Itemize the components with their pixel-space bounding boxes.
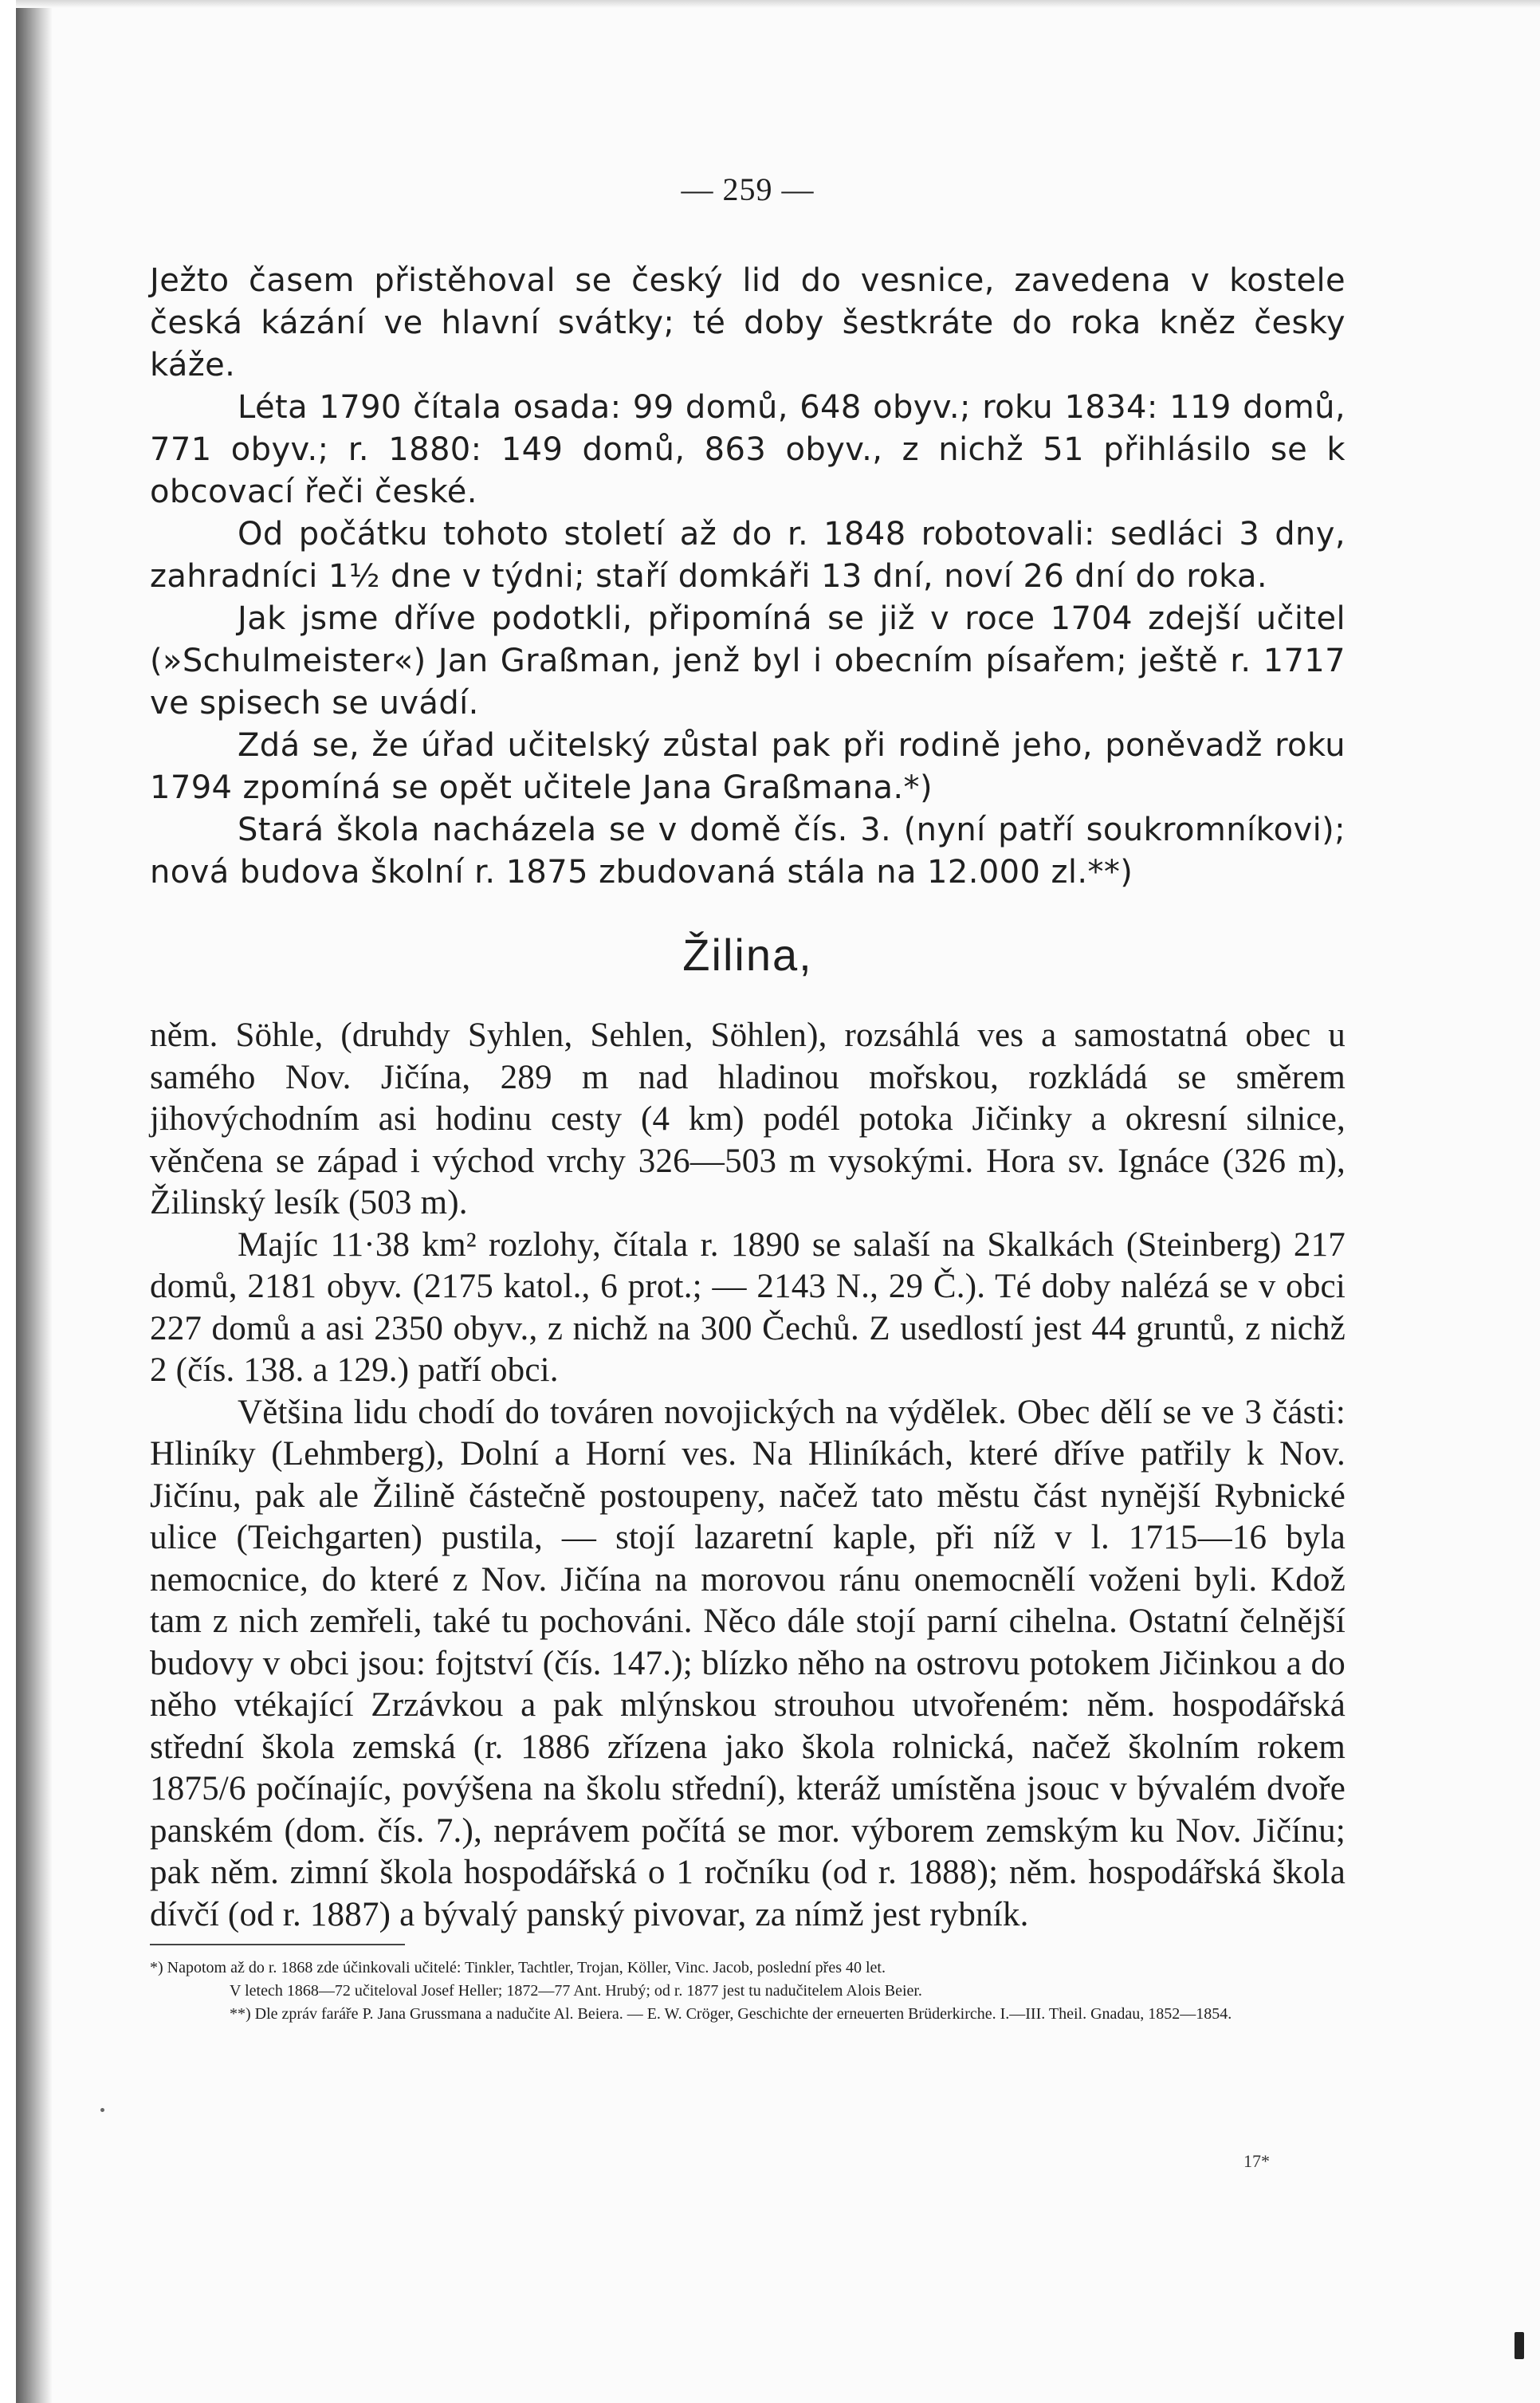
footnotes <box>150 1957 1346 2026</box>
scanned-page <box>16 0 1540 2403</box>
footnote: V letech 1868—72 učiteloval Josef Heller; 1872—77 Ant. Hrubý; od r. 1877 jest tu nadučitelem Alois Beier. <box>230 1982 922 2000</box>
page-edge-tab <box>1514 2332 1524 2359</box>
section-title: Žilina, <box>682 930 813 980</box>
footnote-rule <box>150 1944 405 1945</box>
top-paragraphs <box>150 260 1346 894</box>
paragraph: Léta 1790 čítala osada: 99 domů, 648 obyv.; roku 1834: 119 domů, 771 obyv.; r. 1880: 149 domů, 863 obyv., z nichž 51 přihlásilo se k obcovací řeči české. <box>150 389 1346 510</box>
paragraph: Majíc 11·38 km² rozlohy, čítala r. 1890 se salaší na Skalkách (Steinberg) 217 domů, 2181 obyv. (2175 katol., 6 prot.; — 2143 N., 29 Č.). Té doby nalézá se v obci 227 domů a asi 2350 obyv., z nichž na 300 Čechů. Z usedlostí jest 44 gruntů, z nichž 2 (čís. 138. a 129.) patří obci. <box>150 1225 1346 1389</box>
paragraph: Zdá se, že úřad učitelský zůstal pak při rodině jeho, poněvadž roku 1794 zpomíná se opět učitele Jana Graßmana.*) <box>150 727 1346 806</box>
binding-gutter-shadow <box>16 0 53 2403</box>
paragraph: něm. Söhle, (druhdy Syhlen, Sehlen, Söhlen), rozsáhlá ves a samostatná obec u samého Nov. Jičína, 289 m nad hladinou mořskou, rozkládá se směrem jihovýchodním asi hodinu cesty (4 km) podél potoka Jičinky a okresní silnice, věnčena se západ i východ vrchy 326—503 m vysokými. Hora sv. Ignáce (326 m), Žilinský lesík (503 m). <box>150 1017 1346 1221</box>
paragraph: Stará škola nacházela se v domě čís. 3. (nyní patří soukromníkovi); nová budova školní r. 1875 zbudovaná stála na 12.000 zl.**) <box>150 812 1346 891</box>
scan-speck <box>100 2108 104 2112</box>
paragraph: Ježto časem přistěhoval se český lid do vesnice, zavedena v kostele česká kázání ve hlavní svátky; té doby šestkráte do roka kněz česky káže. <box>150 262 1346 383</box>
section-paragraphs <box>150 1015 1346 1936</box>
paragraph: Jak jsme dříve podotkli, připomíná se již v roce 1704 zdejší učitel (»Schulmeister«) Jan Graßman, jenž byl i obecním písařem; ještě r. 1717 ve spisech se uvádí. <box>150 600 1346 722</box>
text-column <box>150 171 1346 2026</box>
footnote: *) Napotom až do r. 1868 zde účinkovali učitelé: Tinkler, Tachtler, Trojan, Köller, Vinc. Jacob, poslední přes 40 let. <box>150 1959 886 1976</box>
page-number: — 259 — <box>681 171 815 207</box>
footnote: **) Dle zpráv faráře P. Jana Grussmana a nadučite Al. Beiera. — E. W. Cröger, Geschichte der erneuerten Brüderkirche. I.—III. Theil. Gnadau, 1852—1854. <box>230 2005 1232 2023</box>
paragraph: Od počátku tohoto století až do r. 1848 robotovali: sedláci 3 dny, zahradníci 1½ dne v týdni; staří domkáři 13 dní, noví 26 dní do roka. <box>150 516 1346 595</box>
scan-top-edge <box>16 0 1540 8</box>
signature-mark: 17* <box>1243 2151 1270 2171</box>
paragraph: Většina lidu chodí do továren novojických na výdělek. Obec dělí se ve 3 části: Hliníky (Lehmberg), Dolní a Horní ves. Na Hliníkách, které dříve patřily k Nov. Jičínu, pak ale Žilině částečně postoupeny, načež tato městu část nynější Rybnické ulice (Teichgarten) pustila, — stojí lazaretní kaple, při níž v l. 1715—16 byla nemocnice, do které z Nov. Jičína na morovou ránu onemocnělí voženi byli. Kdož tam z nich zemřeli, také tu pochováni. Něco dále stojí parní cihelna. Ostatní čelnější budovy v obci jsou: fojtství (čís. 147.); blízko něho na ostrovu potokem Jičinkou a do něho vtékající Zrzávkou a pak mlýnskou strouhou utvořeném: něm. hospodářská střední škola zemská (r. 1886 zřízena jako škola rolnická, načež školním rokem 1875/6 počínajíc, povýšena na školu střední), kteráž umístěna jsouc v bývalém dvoře panském (dom. čís. 7.), neprávem počítá se mor. výborem zemským ku Nov. Jičínu; pak něm. zimní škola hospodářská o 1 ročníku (od r. 1888); něm. hospodářská škola dívčí (od r. 1887) a bývalý panský pivovar, za nímž jest rybník. <box>150 1393 1346 1933</box>
